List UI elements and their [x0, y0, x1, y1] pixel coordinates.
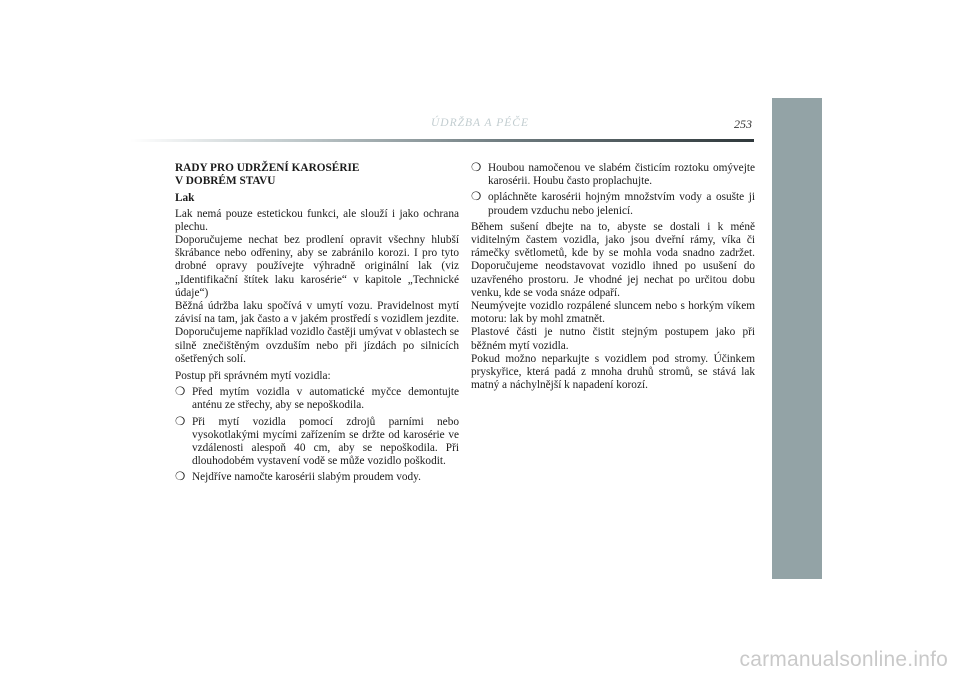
- list-item: [471, 162, 755, 188]
- paragraph: Doporučujeme nechat bez prodlení opravit všechny hlubší škrábance nebo odřeniny, aby se zabránilo korozi. I pro tyto drobné opravy používejte výhradně originální lak (viz „Identifikační štítek laku karosérie“ v kapitole „Technické údaje“): [175, 234, 459, 299]
- page-number: 253: [734, 117, 752, 131]
- procedure-intro: Postup při správném mytí vozidla:: [175, 370, 331, 383]
- circle-bullet-icon: ❍: [175, 386, 186, 399]
- watermark: carmanualsonline.info: [739, 648, 948, 671]
- circle-bullet-icon: ❍: [175, 471, 186, 484]
- circle-bullet-icon: ❍: [471, 191, 482, 204]
- circle-bullet-icon: ❍: [175, 415, 186, 428]
- paragraph: Neumývejte vozidlo rozpálené sluncem nebo s horkým víkem motoru: lak by mohl zmatnět.: [471, 300, 755, 326]
- paragraph: Plastové části je nutno čistit stejným postupem jako při běžném mytí vozidla.: [471, 326, 755, 352]
- right-column: [471, 162, 755, 392]
- list-item: [175, 386, 459, 412]
- paragraph: Běžná údržba laku spočívá v umytí vozu. Pravidelnost mytí závisí na tam, jak často a v jakém prostředí s vozidlem jezdite. Doporučujeme například vozidlo častěji umývat v oblastech se silně znečištěným ovzduším nebo při jízdách po silnicích ošetřených solí.: [175, 300, 459, 365]
- left-column: [175, 162, 459, 488]
- section-title-line1: RADY PRO UDRŽENÍ KAROSÉRIE: [175, 162, 360, 174]
- list-item-text: Nejdříve namočte karosérii slabým proudem vody.: [192, 471, 421, 484]
- list-item-text: Houbou namočenou ve slabém čisticím roztoku omývejte karosérii. Houbu často proplachujte.: [488, 162, 755, 188]
- bullet-list: [175, 386, 459, 484]
- list-item: [175, 471, 459, 484]
- paragraph: Pokud možno neparkujte s vozidlem pod stromy. Účinkem pryskyřice, která padá z mnoha druhů stromů, se stává lak matný a náchylnější k napadení korozí.: [471, 352, 755, 392]
- list-item-text: Před mytím vozidla v automatické myčce demontujte anténu ze střechy, aby se nepoškodila.: [192, 386, 459, 412]
- chapter-side-tab: [772, 98, 822, 579]
- subheading-lak: Lak: [175, 192, 195, 205]
- section-title-line2: V DOBRÉM STAVU: [175, 175, 276, 188]
- list-item-text: Při mytí vozidla pomocí zdrojů parními nebo vysokotlakými mycími zařízením se držte od karosérie ve vzdálenosti alespoň 40 cm, aby se nepoškodila. Při dlouhodobém vystavení vodě se může vozidlo poškodit.: [192, 415, 459, 468]
- chapter-title: ÚDRŽBA A PÉČE: [431, 117, 529, 129]
- header-rule: [130, 139, 754, 142]
- paragraph: Během sušení dbejte na to, abyste se dostali i k méně viditelným častem vozidla, jako jsou dveřní rámy, víka či rámečky světlometů, kde by se mohla voda snadno zadržet. Doporučujeme neodstavovat vozidlo ihned po usušení do uzavřeného prostoru. Je vhodné jej nechat po určitou dobu venku, kde se voda snáze odpaří.: [471, 220, 755, 299]
- list-item-text: opláchněte karosérii hojným množstvím vody a osušte ji proudem vzduchu nebo jelenicí.: [488, 191, 755, 217]
- circle-bullet-icon: ❍: [471, 162, 482, 174]
- paragraph: Lak nemá pouze estetickou funkci, ale slouží i jako ochrana plechu.: [175, 207, 459, 233]
- list-item: [471, 191, 755, 217]
- bullet-list: [471, 162, 755, 218]
- list-item: [175, 416, 459, 469]
